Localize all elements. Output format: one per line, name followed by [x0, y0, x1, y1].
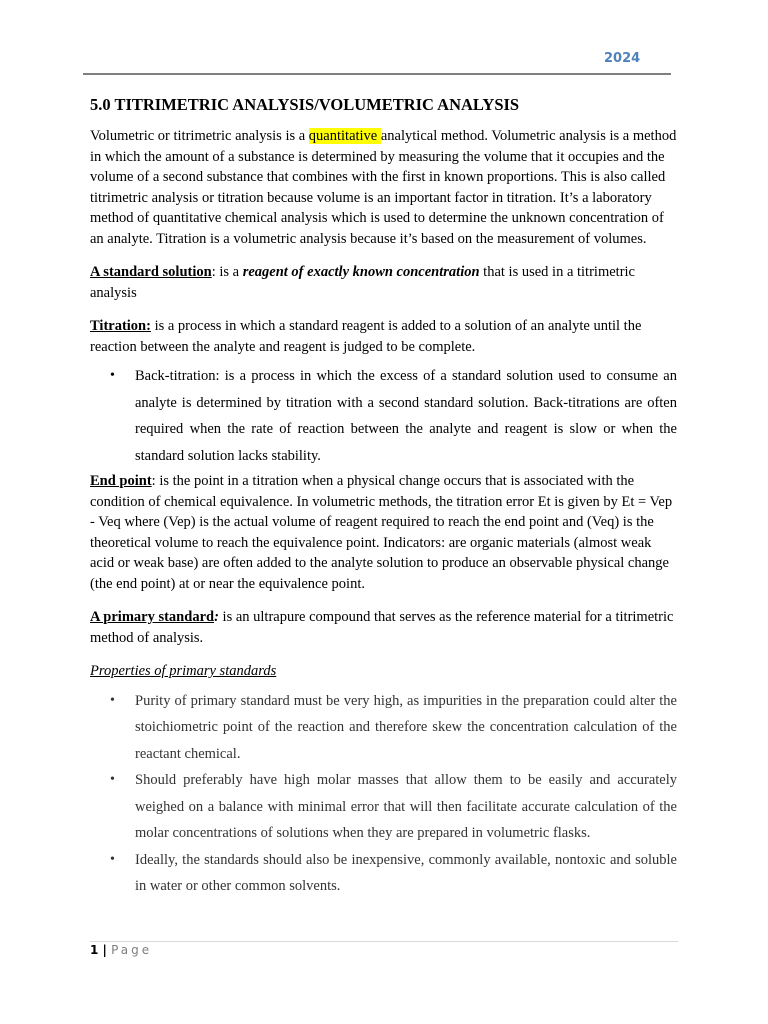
primary-standard-definition	[90, 607, 677, 648]
standard-solution-definition	[90, 262, 677, 303]
standard-solution-emphasis: reagent of exactly known concentration	[242, 264, 480, 280]
bullet-icon: •	[110, 692, 115, 708]
intro-paragraph	[90, 126, 677, 249]
bullet-icon: •	[110, 851, 115, 867]
section-title: 5.0 TITRIMETRIC ANALYSIS/VOLUMETRIC ANALYSIS	[90, 95, 520, 114]
highlighted-word: quantitative	[308, 128, 381, 144]
back-titration-list	[90, 363, 677, 469]
primary-standard-term: A primary standard	[90, 609, 215, 625]
standard-solution-rest: that is used in a titrimetric analysis	[90, 264, 635, 301]
standard-solution-term: A standard solution	[90, 264, 212, 280]
end-point-rest: : is the point in a titration when a physical change occurs that is associated with the condition of chemical equivalence. In volumetric methods, the titration error Et is given by Et = Vep - Veq where (Vep) is the actual volume of reagent required to reach the end point and (Veq) is the theoretical volume to reach the equivalence point. Indicators: are organic materials (almost weak acid or weak base) are often added to the analyte solution to produce an observable physical change (the end point) at or near the equivalence point.	[90, 473, 673, 592]
list-item	[90, 847, 677, 900]
end-point-definition	[90, 471, 677, 594]
properties-list	[90, 688, 677, 900]
primary-standard-rest: is an ultrapure compound that serves as the reference material for a titrimetric method of analysis.	[90, 609, 674, 646]
primary-standard-colon: :	[214, 609, 219, 625]
bullet-icon: •	[110, 772, 115, 787]
property-text: Should preferably have high molar masses that allow them to be easily and accurately weighed on a balance with minimal error that will then facilitate accurate calculation of the molar concentrations of solutions when they are prepared in volumetric flasks.	[135, 772, 677, 841]
property-text: Purity of primary standard must be very high, as impurities in the preparation could alter the stoichiometric point of the reaction and therefore skew the concentration calculation of the reactant chemical.	[135, 692, 677, 762]
properties-heading: Properties of primary standards	[90, 663, 277, 679]
bullet-icon: •	[110, 368, 115, 383]
header-divider	[83, 73, 671, 75]
footer-divider	[90, 941, 678, 942]
page-label: Page	[111, 943, 153, 957]
list-item	[90, 363, 677, 469]
back-titration-text: Back-titration: is a process in which the excess of a standard solution used to consume an analyte is determined by titration with a second standard solution. Back-titrations are often required when the rate of reaction between the analyte and reagent is slow or when the standard solution lacks stability.	[135, 368, 677, 464]
end-point-term: End point	[90, 473, 152, 489]
list-item	[90, 767, 677, 847]
page-number: 1	[90, 943, 99, 957]
list-item	[90, 688, 677, 768]
page-footer	[90, 943, 152, 957]
property-text: Ideally, the standards should also be inexpensive, commonly available, nontoxic and soluble in water or other common solvents.	[135, 851, 677, 894]
footer-separator: |	[98, 943, 112, 957]
page-body	[90, 94, 677, 900]
titration-rest: is a process in which a standard reagent is added to a solution of an analyte until the reaction between the analyte and reagent is judged to be complete.	[90, 318, 642, 355]
intro-text-after: analytical method. Volumetric analysis is a method in which the amount of a substance is determined by measuring the volume that it occupies and the volume of a second substance that combines with the first in known proportions. This is also called titrimetric analysis or titration because volume is an important factor in titration. It’s a laboratory method of quantitative chemical analysis which is used to determine the unknown concentration of an analyte. Titration is a volumetric analysis because it’s based on the measurement of volumes.	[90, 128, 677, 247]
standard-solution-sep: : is a	[211, 264, 243, 280]
titration-term: Titration:	[90, 318, 151, 334]
intro-text-before: Volumetric or titrimetric analysis is a	[90, 128, 309, 144]
titration-definition	[90, 316, 677, 357]
header-year: 2024	[604, 51, 641, 66]
